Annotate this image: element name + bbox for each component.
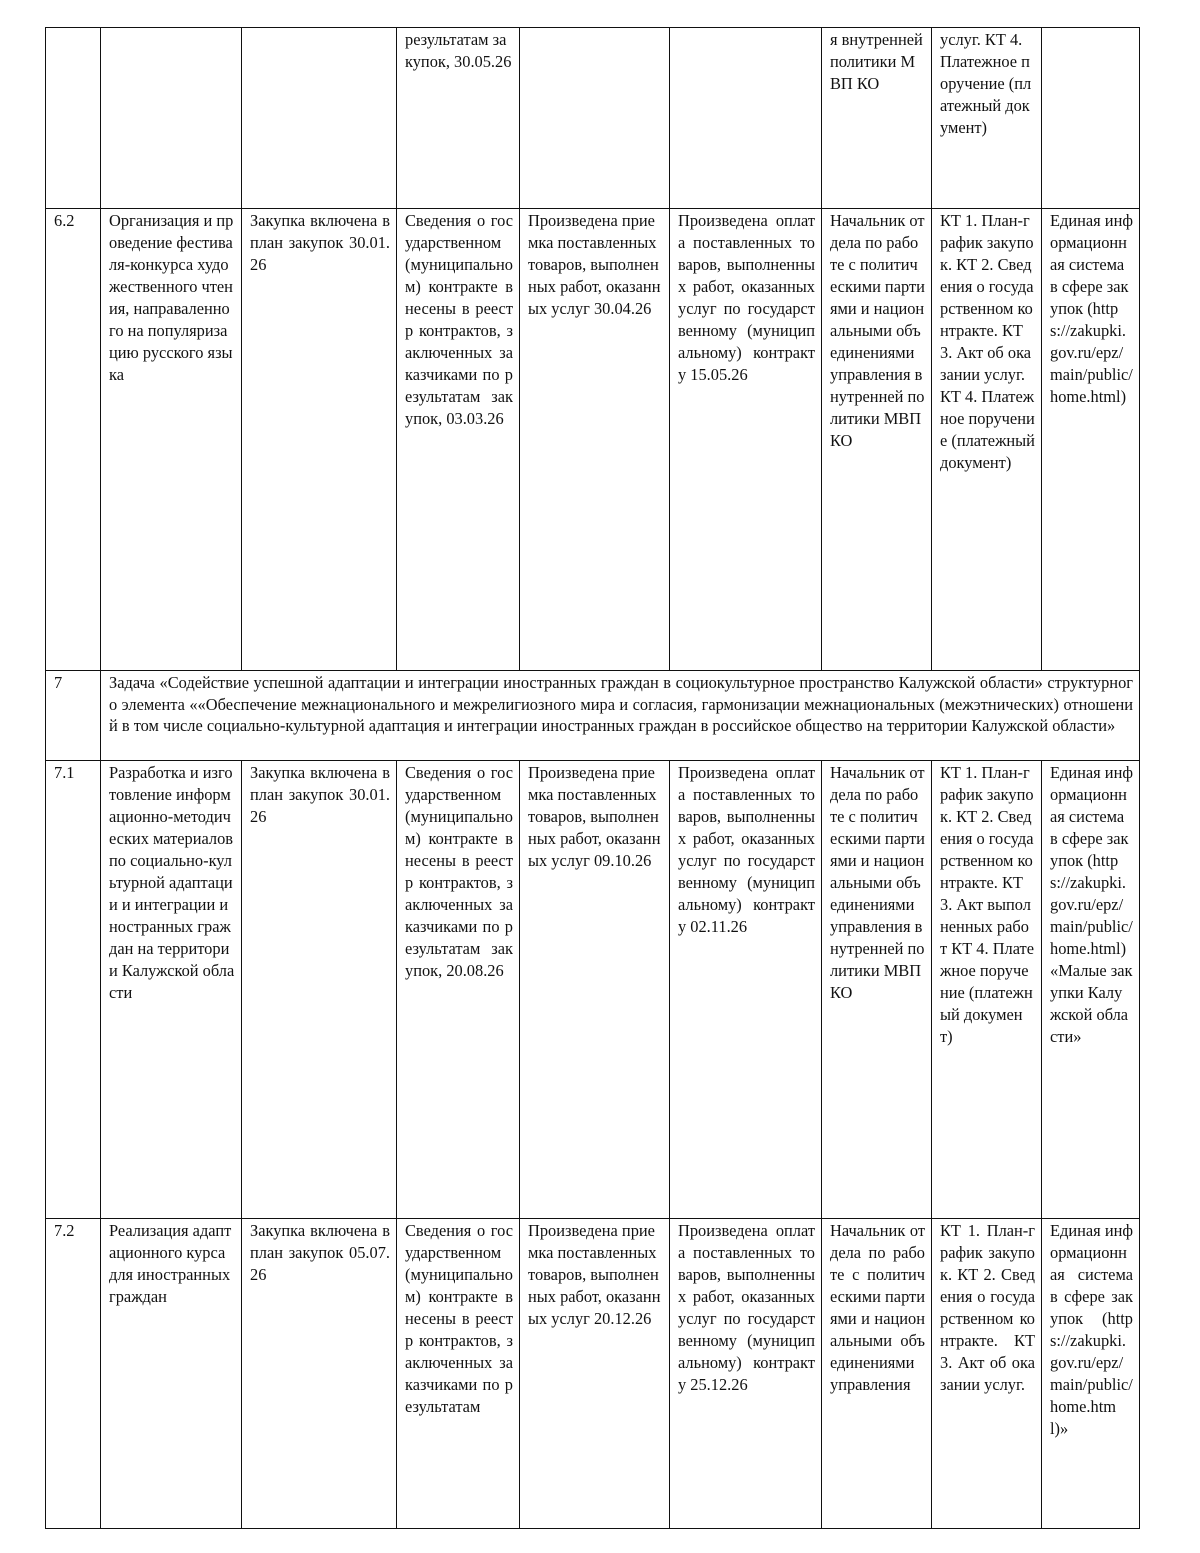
control-points-cell: услуг. КТ 4. Платежное поручение (платежный документ) bbox=[932, 28, 1042, 209]
payment-cell: Произведена оплата поставленных товаров, выполненных работ, оказанных услуг по государственному (муниципальному) контракту 02.11.26 bbox=[670, 761, 822, 1219]
table-row bbox=[46, 1219, 1140, 1529]
event-name-cell: Реализация адаптационного курса для иностранных граждан bbox=[101, 1219, 242, 1529]
table-row bbox=[46, 28, 1140, 209]
plan-cell bbox=[242, 28, 397, 209]
responsible-cell: Начальник отдела по работе с политическими партиями и национальными объединениями управления внутренней политики МВП КО bbox=[822, 761, 932, 1219]
table-row bbox=[46, 209, 1140, 671]
responsible-cell: Начальник отдела по работе с политическими партиями и национальными объединениями управления внутренней политики МВП КО bbox=[822, 209, 932, 671]
acceptance-cell: Произведена приемка поставленных товаров, выполненных работ, оказанных услуг 30.04.26 bbox=[520, 209, 670, 671]
responsible-cell: Начальник отдела по работе с политическими партиями и национальными объединениями управления bbox=[822, 1219, 932, 1529]
source-cell: Единая информационная система в сфере закупок (https://zakupki.gov.ru/epz/main/public/home.html) bbox=[1042, 209, 1140, 671]
plan-cell: Закупка включена в план закупок 30.01.26 bbox=[242, 209, 397, 671]
source-cell: Единая информационная система в сфере закупок (https://zakupki.gov.ru/epz/main/public/home.html)» bbox=[1042, 1219, 1140, 1529]
acceptance-cell: Произведена приемка поставленных товаров, выполненных работ, оказанных услуг 20.12.26 bbox=[520, 1219, 670, 1529]
event-name-cell: Разработка и изготовление информационно-методических материалов по социально-культурной адаптации и интеграции иностранных граждан на территории Калужской области bbox=[101, 761, 242, 1219]
control-points-cell: КТ 1. План-график закупок. КТ 2. Сведения о государственном контракте. КТ 3. Акт выполненных работ КТ 4. Платежное поручение (платежный документ) bbox=[932, 761, 1042, 1219]
acceptance-cell: Произведена приемка поставленных товаров, выполненных работ, оказанных услуг 09.10.26 bbox=[520, 761, 670, 1219]
task-row bbox=[46, 671, 1140, 761]
responsible-cell: я внутренней политики МВП КО bbox=[822, 28, 932, 209]
registry-cell: Сведения о государственном (муниципальном) контракте внесены в реестр контрактов, заключенных заказчиками по результатам закупок, 03.03.26 bbox=[397, 209, 520, 671]
plan-cell: Закупка включена в план закупок 30.01.26 bbox=[242, 761, 397, 1219]
event-name-cell bbox=[101, 28, 242, 209]
event-name-cell: Организация и проведение фестиваля-конкурса художественного чтения, направаленного на популяризацию русского языка bbox=[101, 209, 242, 671]
row-number: 7.2 bbox=[46, 1219, 101, 1529]
payment-cell: Произведена оплата поставленных товаров, выполненных работ, оказанных услуг по государственному (муниципальному) контракту 25.12.26 bbox=[670, 1219, 822, 1529]
registry-cell: Сведения о государственном (муниципальном) контракте внесены в реестр контрактов, заключенных заказчиками по результатам закупок, 20.08.26 bbox=[397, 761, 520, 1219]
registry-cell: Сведения о государственном (муниципальном) контракте внесены в реестр контрактов, заключенных заказчиками по результатам bbox=[397, 1219, 520, 1529]
acceptance-cell bbox=[520, 28, 670, 209]
control-points-cell: КТ 1. План-график закупок. КТ 2. Сведения о государственном контракте. КТ 3. Акт об оказании услуг. bbox=[932, 1219, 1042, 1529]
plan-cell: Закупка включена в план закупок 05.07.26 bbox=[242, 1219, 397, 1529]
task-description: Задача «Содействие успешной адаптации и интеграции иностранных граждан в социокультурное пространство Калужской области» структурного элемента ««Обеспечение межнационального и межрелигиозного мира и согласия, гармонизации межнациональных (межэтнических) отношений в том числе социально-культурной адаптация и интеграции иностранных граждан в российское общество на территории Калужской области» bbox=[101, 671, 1140, 761]
row-number: 7.1 bbox=[46, 761, 101, 1219]
registry-cell: результатам закупок, 30.05.26 bbox=[397, 28, 520, 209]
row-number bbox=[46, 28, 101, 209]
payment-cell bbox=[670, 28, 822, 209]
row-number: 7 bbox=[46, 671, 101, 761]
source-cell bbox=[1042, 28, 1140, 209]
table-row bbox=[46, 761, 1140, 1219]
source-cell: Единая информационная система в сфере закупок (https://zakupki.gov.ru/epz/main/public/home.html) «Малые закупки Калужской области» bbox=[1042, 761, 1140, 1219]
row-number: 6.2 bbox=[46, 209, 101, 671]
control-points-cell: КТ 1. План-график закупок. КТ 2. Сведения о государственном контракте. КТ 3. Акт об оказании услуг. КТ 4. Платежное поручение (платежный документ) bbox=[932, 209, 1042, 671]
payment-cell: Произведена оплата поставленных товаров, выполненных работ, оказанных услуг по государственному (муниципальному) контракту 15.05.26 bbox=[670, 209, 822, 671]
control-points-table bbox=[45, 27, 1140, 1529]
